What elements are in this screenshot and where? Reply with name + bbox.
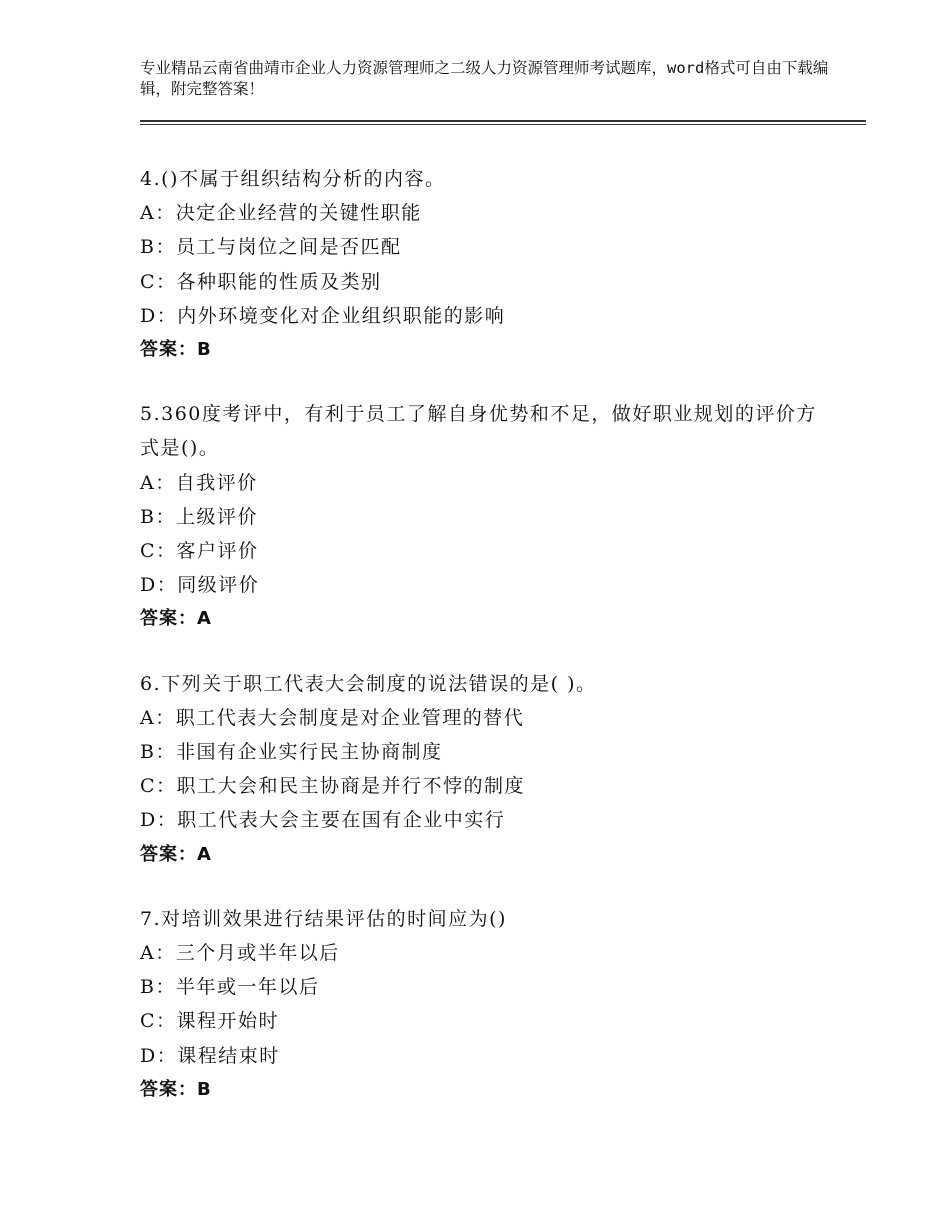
option-a: A：自我评价 bbox=[140, 471, 258, 494]
option-b: B：员工与岗位之间是否匹配 bbox=[140, 236, 402, 259]
answer: 答案：A bbox=[140, 843, 212, 865]
option-c: C：客户评价 bbox=[140, 540, 259, 563]
document-header bbox=[140, 58, 830, 100]
option-b: B：非国有企业实行民主协商制度 bbox=[140, 741, 443, 764]
option-c: C：职工大会和民主协商是并行不悖的制度 bbox=[140, 775, 526, 798]
question-stem: 5.360度考评中，有利于员工了解自身优势和不足，做好职业规划的评价方式是()。 bbox=[140, 403, 817, 460]
header-title: 专业精品云南省曲靖市企业人力资源管理师之二级人力资源管理师考试题库，word格式可自由下载编辑，附完整答案！ bbox=[140, 59, 829, 98]
question-stem: 7.对培训效果进行结果评估的时间应为() bbox=[140, 907, 507, 930]
question-6 bbox=[140, 667, 820, 872]
header-divider-thick bbox=[140, 120, 866, 122]
option-d: D：职工代表大会主要在国有企业中实行 bbox=[140, 809, 506, 832]
option-d: D：课程结束时 bbox=[140, 1044, 280, 1067]
option-c: C：各种职能的性质及类别 bbox=[140, 270, 382, 293]
question-7 bbox=[140, 902, 820, 1107]
answer: 答案：A bbox=[140, 608, 212, 630]
option-d: D：内外环境变化对企业组织职能的影响 bbox=[140, 304, 506, 327]
option-d: D：同级评价 bbox=[140, 574, 260, 597]
question-4 bbox=[140, 162, 820, 367]
option-b: B：上级评价 bbox=[140, 505, 258, 528]
answer: 答案：B bbox=[140, 1078, 212, 1100]
option-a: A：决定企业经营的关键性职能 bbox=[140, 202, 422, 225]
option-a: A：三个月或半年以后 bbox=[140, 942, 340, 965]
option-b: B：半年或一年以后 bbox=[140, 976, 320, 999]
question-list bbox=[140, 162, 820, 1137]
option-a: A：职工代表大会制度是对企业管理的替代 bbox=[140, 706, 525, 729]
header-divider-thin bbox=[140, 124, 866, 125]
question-stem: 6.下列关于职工代表大会制度的说法错误的是( )。 bbox=[140, 672, 597, 695]
option-c: C：课程开始时 bbox=[140, 1010, 280, 1033]
question-stem: 4.()不属于组织结构分析的内容。 bbox=[140, 168, 446, 190]
question-5 bbox=[140, 397, 820, 636]
answer: 答案：B bbox=[140, 339, 212, 361]
